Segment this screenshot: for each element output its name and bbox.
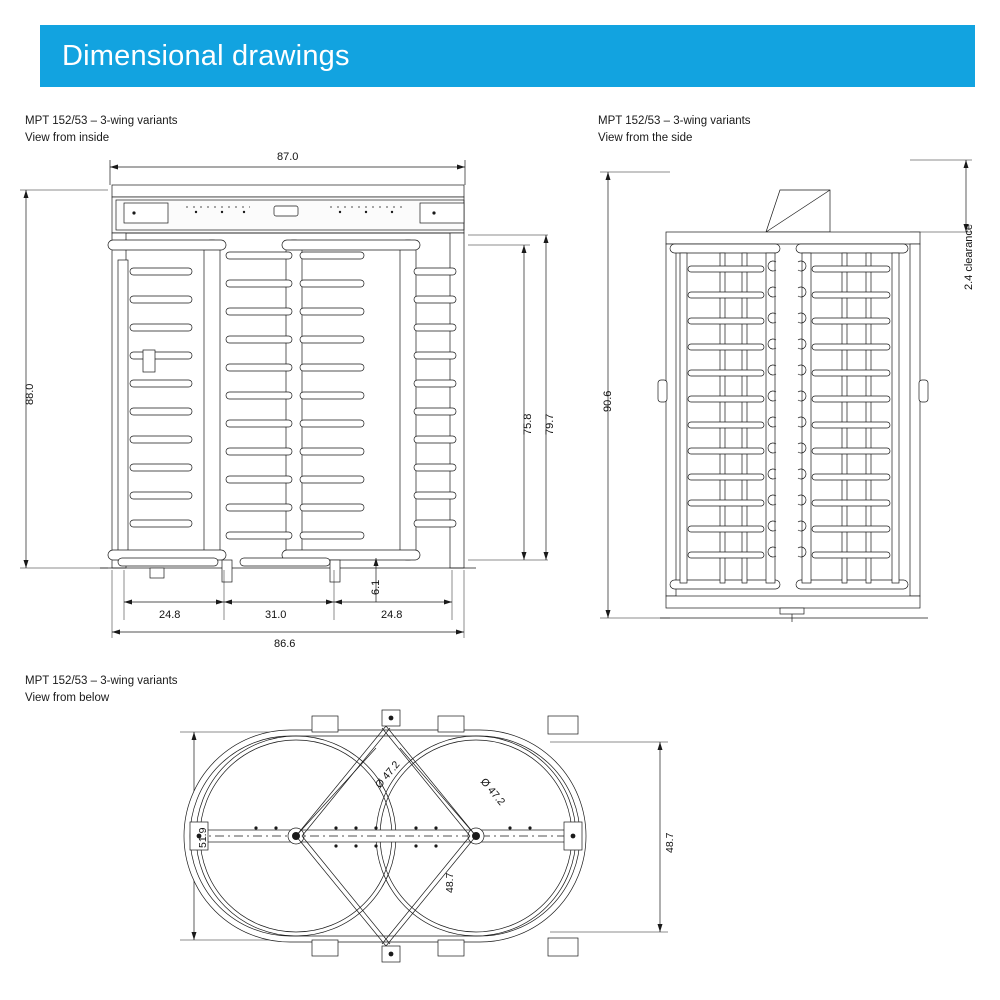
page-header-banner <box>40 25 975 87</box>
dim-label-51-9: 51.9 <box>197 827 209 848</box>
dim-label-24-8-right: 24.8 <box>381 609 403 621</box>
drawing-view-from-below <box>150 700 750 970</box>
caption-line-2: View from below <box>25 692 110 704</box>
dim-label-diameter-47-2-left: Ø 47.2 <box>373 758 403 791</box>
dim-label-6-1: 6.1 <box>370 579 382 595</box>
dim-label-88-0: 88.0 <box>24 383 36 405</box>
page-title: Dimensional drawings <box>62 39 350 72</box>
caption-line-2: View from inside <box>25 132 110 144</box>
dim-label-75-8: 75.8 <box>522 413 534 435</box>
drawing-view-from-inside <box>0 140 580 660</box>
dim-label-79-7: 79.7 <box>544 413 556 435</box>
caption-line-1: MPT 152/53 – 3-wing variants <box>25 115 178 127</box>
dim-label-87-0: 87.0 <box>277 151 299 163</box>
dim-label-48-7-right: 48.7 <box>664 832 676 853</box>
dim-label-24-8-left: 24.8 <box>159 609 181 621</box>
caption-line-2: View from the side <box>598 132 693 144</box>
caption-line-1: MPT 152/53 – 3-wing variants <box>598 115 751 127</box>
dim-label-31-0: 31.0 <box>265 609 287 621</box>
dim-label-48-7-center: 48.7 <box>444 872 456 893</box>
drawing-view-from-side <box>580 140 1000 650</box>
dim-label-2-4-clearance: 2.4 clearance <box>963 223 975 290</box>
dim-label-90-6: 90.6 <box>602 390 614 412</box>
dim-label-diameter-47-2-right: Ø 47.2 <box>477 776 508 808</box>
caption-line-1: MPT 152/53 – 3-wing variants <box>25 675 178 687</box>
dim-label-86-6: 86.6 <box>274 638 296 650</box>
